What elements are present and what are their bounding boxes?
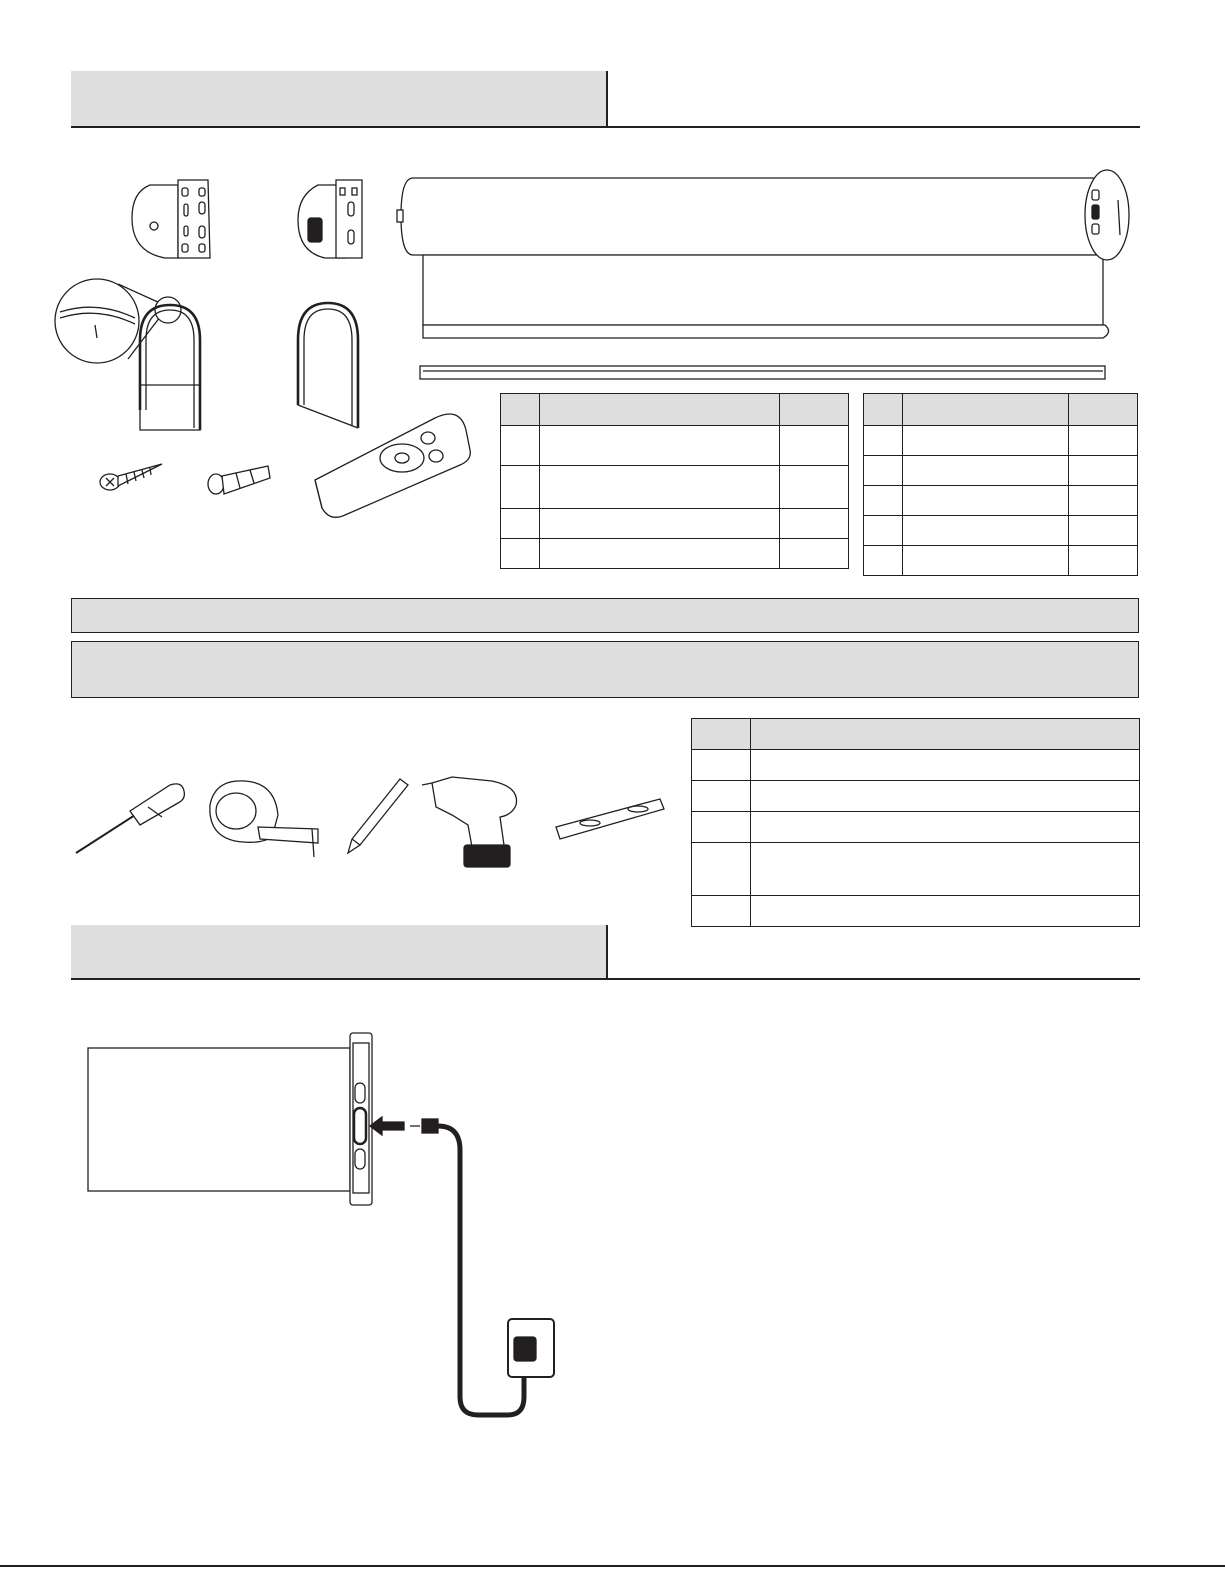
mounting-bracket-icon — [132, 180, 210, 258]
screw-icon — [100, 464, 162, 490]
table-cell — [692, 750, 751, 781]
section-header-preparation — [71, 925, 608, 979]
warning-banner — [71, 641, 1139, 698]
table-cell — [903, 516, 1069, 546]
page-footer-rule — [0, 1565, 1225, 1567]
table-cell — [692, 896, 751, 927]
table-cell — [903, 426, 1069, 456]
parts-table-left — [500, 393, 849, 569]
header-cell — [1069, 394, 1138, 426]
parts-table-right — [863, 393, 1138, 576]
table-row — [501, 426, 849, 466]
table-header-row — [501, 394, 849, 426]
remote-control-icon — [315, 414, 470, 517]
table-cell — [1069, 456, 1138, 486]
motor-bracket-icon — [298, 180, 362, 258]
pencil-icon — [348, 779, 408, 853]
table-cell — [751, 750, 1140, 781]
table-cell — [864, 546, 903, 576]
table-row — [692, 781, 1140, 812]
tools-table — [691, 718, 1140, 927]
table-row — [501, 509, 849, 539]
table-cell — [780, 466, 849, 509]
wall-anchor-icon — [208, 466, 270, 494]
table-cell — [1069, 516, 1138, 546]
table-cell — [501, 466, 540, 509]
table-cell — [540, 539, 780, 569]
header-cell — [540, 394, 780, 426]
header-cell — [751, 719, 1140, 750]
table-cell — [751, 812, 1140, 843]
screwdriver-icon — [76, 784, 184, 853]
table-cell — [1069, 546, 1138, 576]
table-row — [692, 750, 1140, 781]
valance-clip-icon — [298, 303, 358, 428]
table-row — [864, 546, 1138, 576]
table-row — [692, 843, 1140, 896]
roller-shade-icon — [395, 160, 1145, 390]
header-cell — [780, 394, 849, 426]
table-cell — [501, 509, 540, 539]
table-cell — [864, 456, 903, 486]
table-row — [864, 486, 1138, 516]
table-cell — [864, 516, 903, 546]
table-cell — [540, 426, 780, 466]
table-cell — [751, 896, 1140, 927]
safety-banner — [71, 598, 1139, 633]
section-header-package-contents — [71, 71, 608, 127]
level-icon — [556, 799, 664, 839]
table-cell — [692, 812, 751, 843]
power-drill-icon — [422, 777, 517, 867]
table-row — [864, 426, 1138, 456]
header-cell — [903, 394, 1069, 426]
table-cell — [903, 456, 1069, 486]
table-row — [864, 516, 1138, 546]
header-cell — [501, 394, 540, 426]
table-cell — [864, 426, 903, 456]
table-header-row — [864, 394, 1138, 426]
table-cell — [501, 426, 540, 466]
header-cell — [692, 719, 751, 750]
table-cell — [1069, 426, 1138, 456]
section-divider — [71, 126, 1140, 128]
tools-illustrations — [60, 765, 680, 875]
table-cell — [780, 509, 849, 539]
table-row — [692, 812, 1140, 843]
section-divider — [71, 978, 1140, 980]
table-cell — [1069, 486, 1138, 516]
table-cell — [903, 546, 1069, 576]
table-cell — [780, 539, 849, 569]
tape-measure-icon — [210, 781, 318, 857]
table-row — [501, 466, 849, 509]
table-cell — [692, 843, 751, 896]
table-header-row — [692, 719, 1140, 750]
table-cell — [540, 466, 780, 509]
table-cell — [501, 539, 540, 569]
table-cell — [864, 486, 903, 516]
table-row — [864, 456, 1138, 486]
table-cell — [903, 486, 1069, 516]
usb-charging-icon — [80, 1025, 580, 1425]
table-cell — [780, 426, 849, 466]
header-cell — [864, 394, 903, 426]
valance-clip-icon — [55, 279, 200, 430]
table-row — [501, 539, 849, 569]
table-cell — [751, 781, 1140, 812]
table-cell — [540, 509, 780, 539]
table-cell — [692, 781, 751, 812]
table-row — [692, 896, 1140, 927]
table-cell — [751, 843, 1140, 896]
